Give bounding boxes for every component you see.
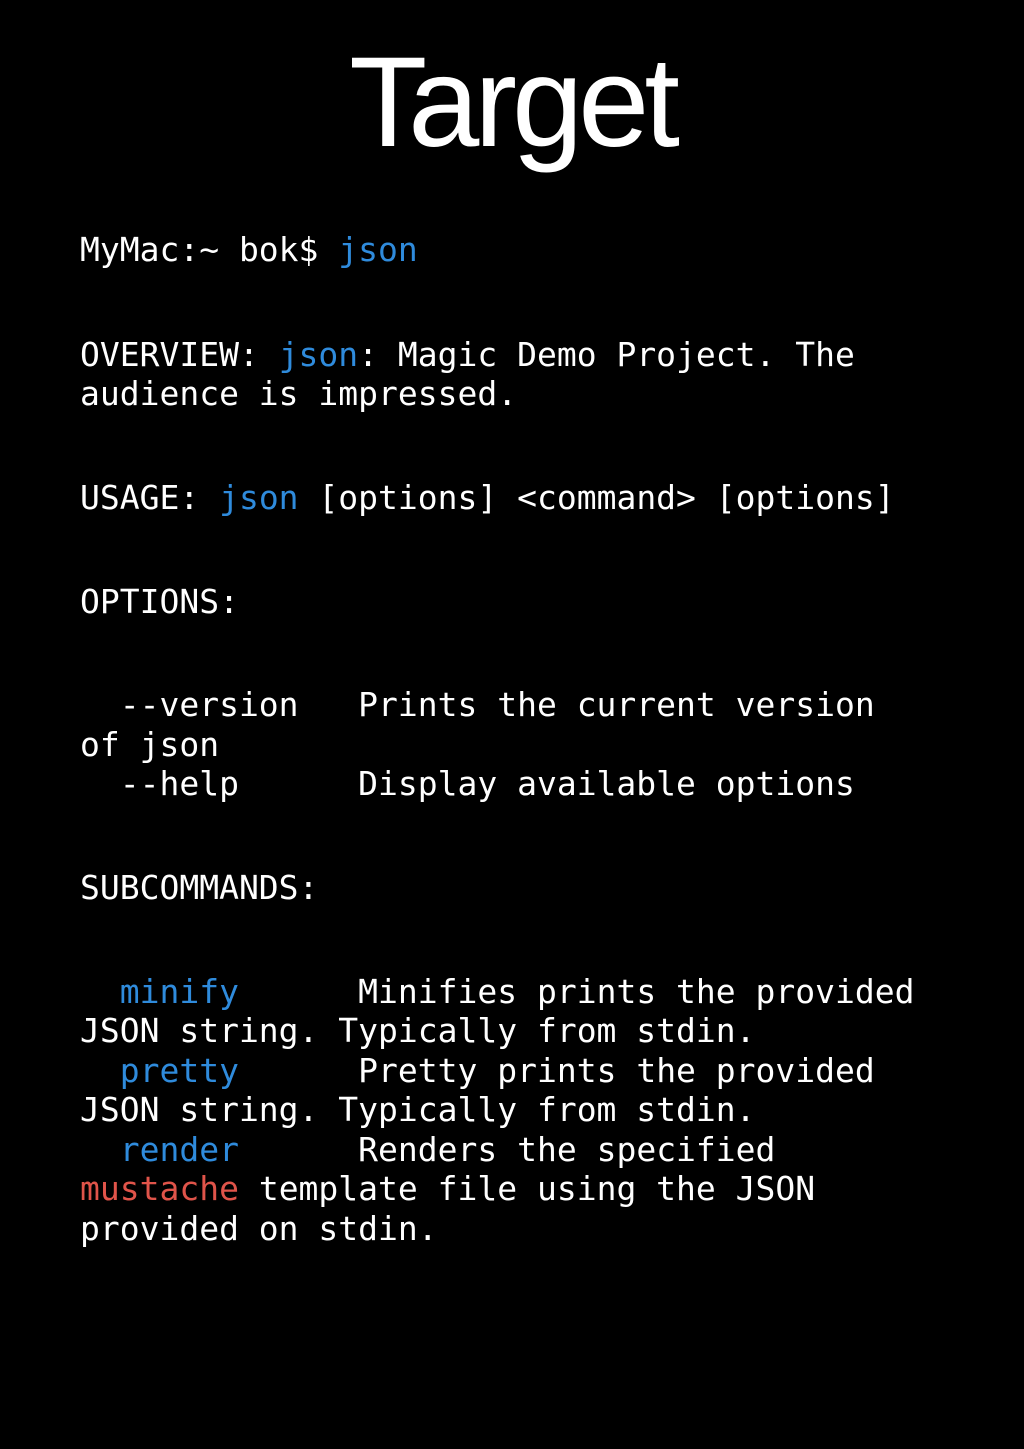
usage-label: USAGE: [80,478,220,517]
usage-rest: [options] <command> [options] [298,478,895,517]
usage-name: json [219,478,299,517]
subcommand-render-line-1 [80,1130,775,1170]
subcommand-minify-line-1 [80,972,914,1012]
subcommand-minify-line-2: JSON string. Typically from stdin. [80,1011,756,1050]
overview-text-1: : Magic Demo Project. The [358,335,855,374]
option-help-line: --help Display available options [80,764,855,803]
subcommand-render-line-2 [80,1169,815,1209]
subcommand-indent [80,1051,120,1090]
subcommand-minify-name: minify [119,972,239,1011]
subcommand-pretty-line-1 [80,1051,875,1091]
overview-label: OVERVIEW: [80,335,279,374]
subcommand-indent [80,972,120,1011]
subcommand-indent [80,1130,120,1169]
overview-name: json [278,335,359,374]
prompt-text: MyMac:~ bok$ [80,230,339,269]
subcommand-pretty-desc-1: Pretty prints the provided [238,1051,875,1090]
option-version-line-2: of json [80,725,220,764]
subcommand-render-name: render [119,1130,239,1169]
usage-line [80,478,895,518]
subcommand-pretty-name: pretty [119,1051,239,1090]
mustache-highlight: mustache [80,1169,239,1208]
overview-line-2: audience is impressed. [80,374,518,413]
subcommand-pretty-line-2: JSON string. Typically from stdin. [80,1090,756,1129]
subcommands-heading: SUBCOMMANDS: [80,868,319,907]
subcommand-render-line-3: provided on stdin. [80,1209,438,1248]
prompt-command: json [338,230,418,269]
options-heading: OPTIONS: [80,582,239,621]
subcommand-minify-desc-1: Minifies prints the provided [238,972,915,1011]
overview-line-1 [80,335,855,375]
slide-title: Target [349,31,675,174]
subcommand-render-desc-2: template file using the JSON [238,1169,816,1208]
option-version-line-1: --version Prints the current version [80,685,875,724]
prompt-line [80,230,418,270]
subcommand-render-desc-1: Renders the specified [238,1130,776,1169]
